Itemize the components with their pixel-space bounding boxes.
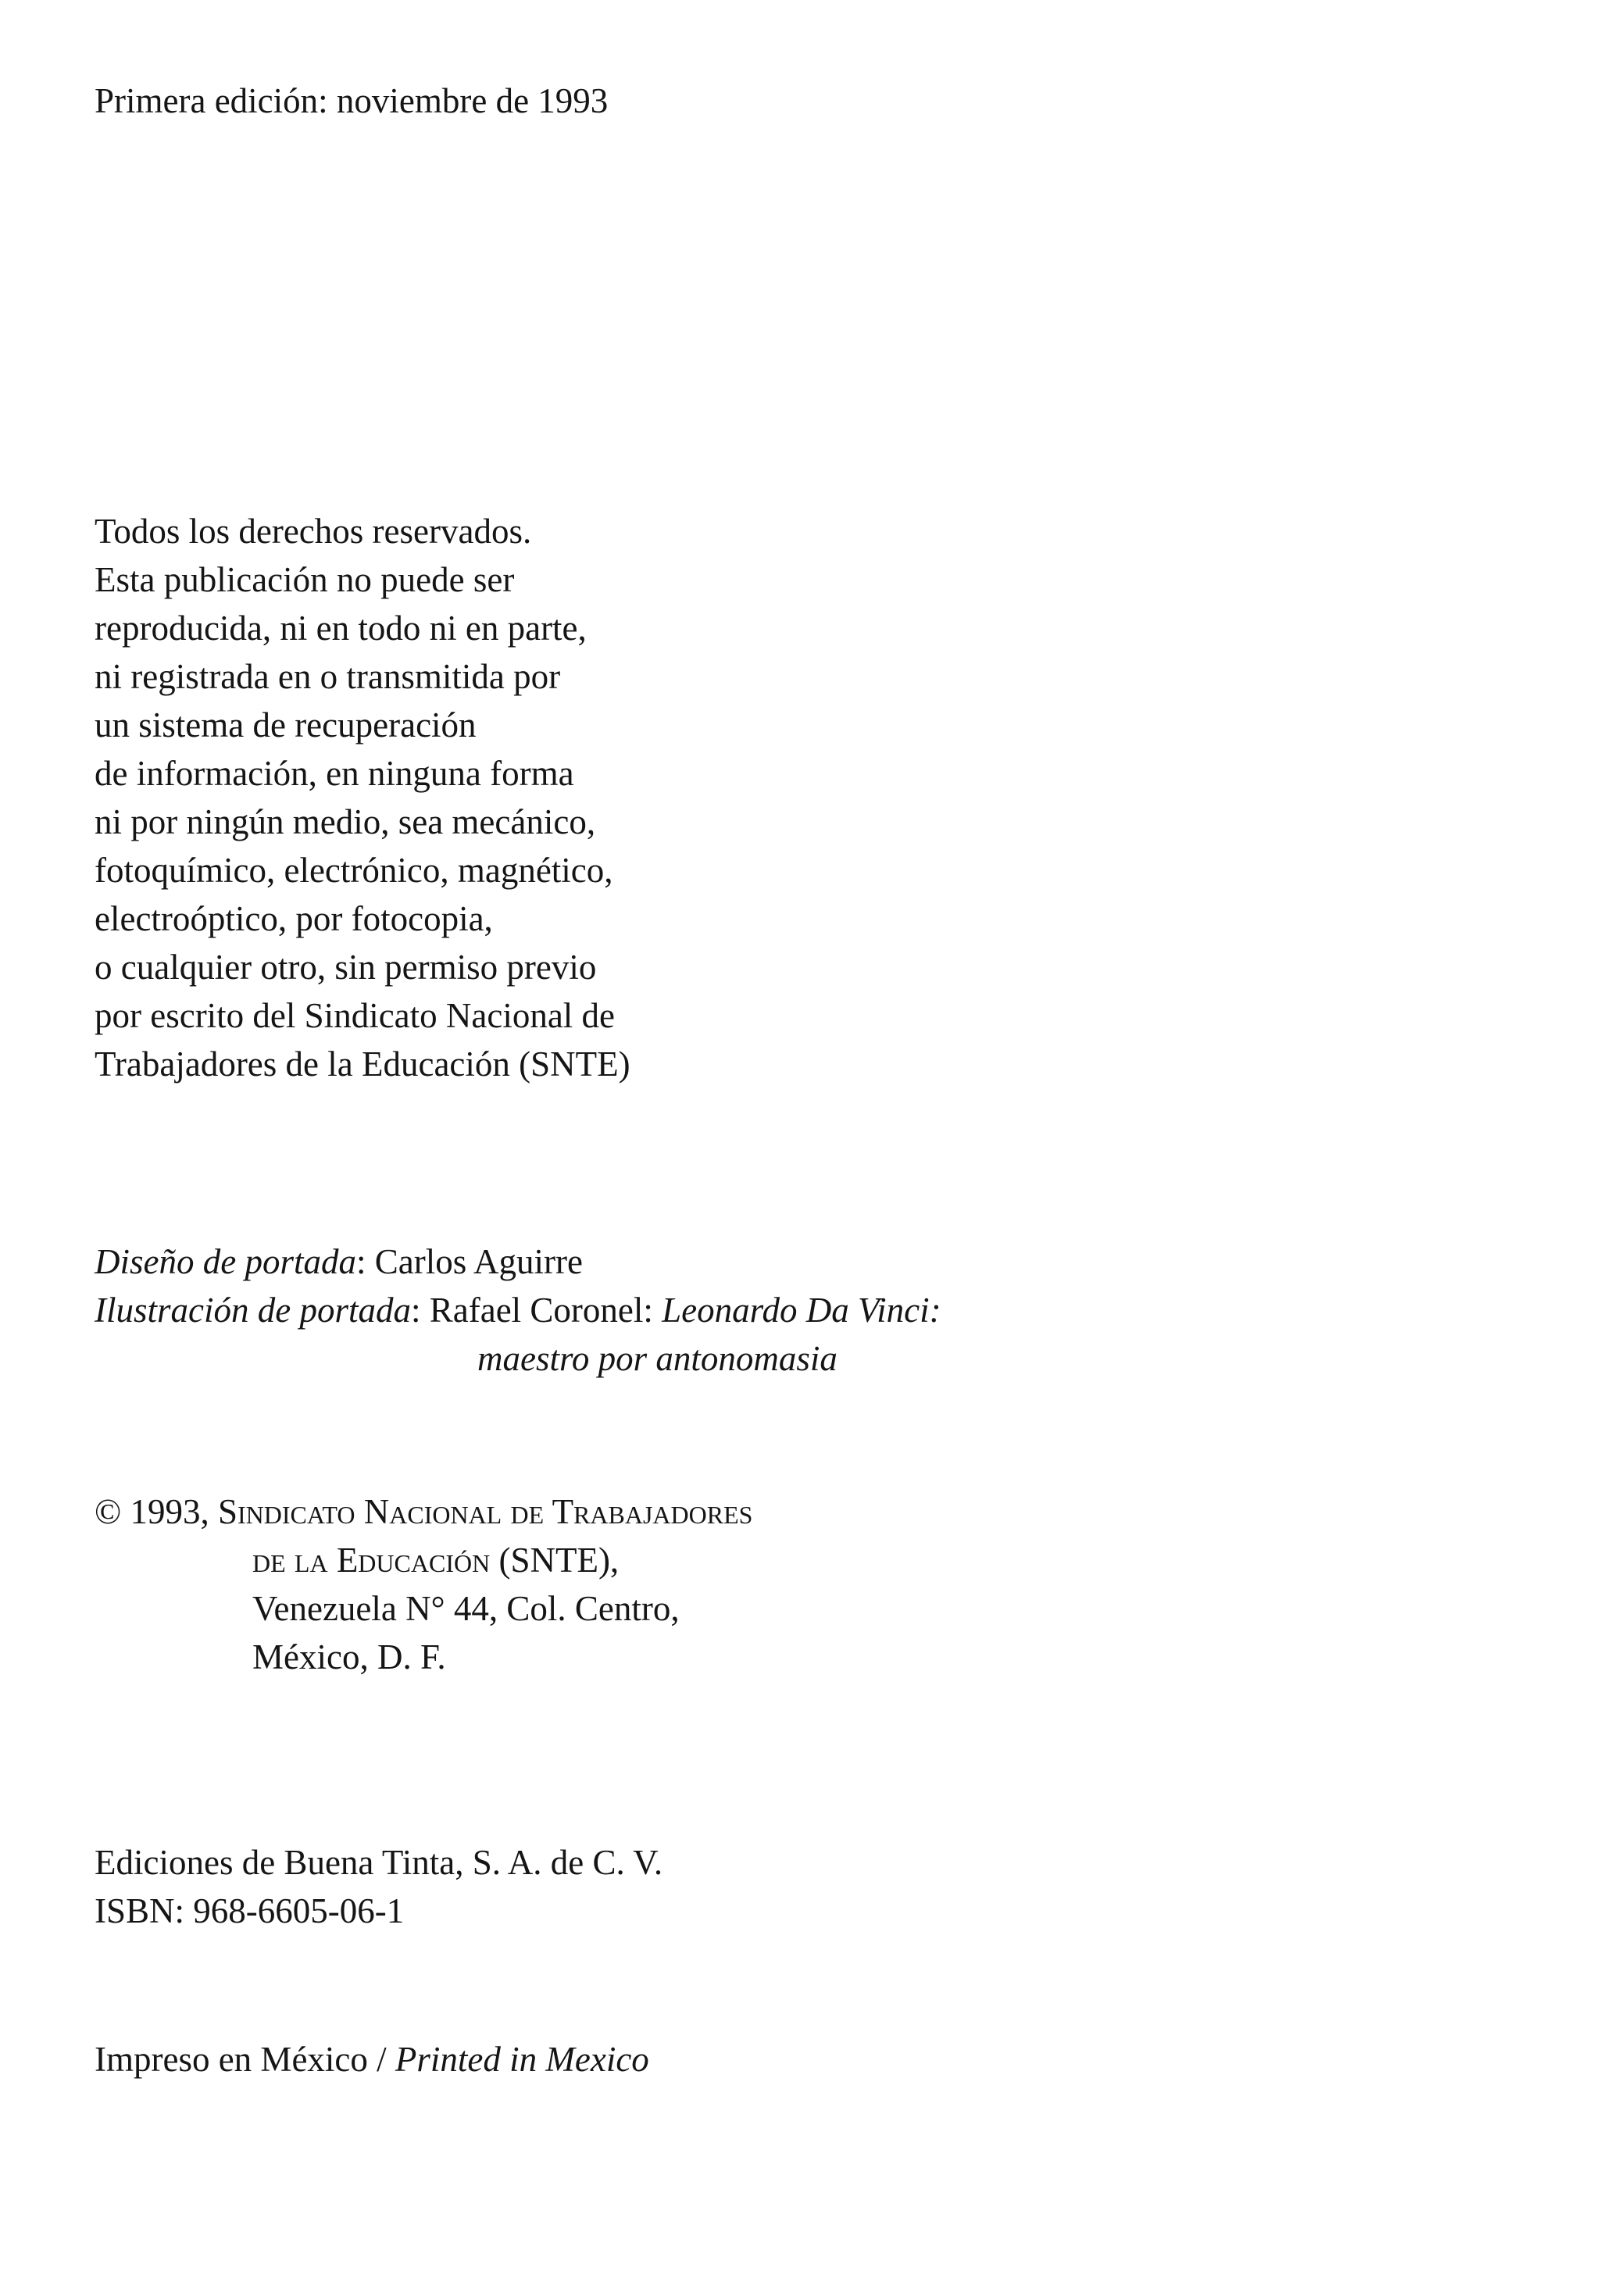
copyright-holder: Sindicato Nacional de Trabajadores	[217, 1492, 753, 1531]
rights-line: Todos los derechos reservados.	[95, 512, 532, 551]
cover-credits	[95, 1237, 941, 1383]
cover-illustration-artist: Rafael Coronel:	[429, 1291, 662, 1330]
publisher-name: Ediciones de Buena Tinta, S. A. de C. V.	[95, 1843, 663, 1882]
cover-design-name: Carlos Aguirre	[374, 1242, 583, 1281]
printed-in-notice	[95, 2035, 649, 2084]
edition-notice	[95, 77, 608, 125]
rights-line: Esta publicación no puede ser	[95, 560, 515, 599]
rights-line: por escrito del Sindicato Nacional de	[95, 996, 616, 1035]
copyright-holder-continued: de la Educación	[252, 1541, 491, 1580]
rights-line: ni registrada en o transmitida por	[95, 657, 561, 696]
cover-illustration-title: Leonardo Da Vinci:	[662, 1291, 941, 1330]
rights-line: ni por ningún medio, sea mecánico,	[95, 802, 596, 841]
cover-design-separator: :	[355, 1242, 375, 1281]
edition-text: Primera edición: noviembre de 1993	[95, 81, 609, 120]
copyright-holder-line	[95, 1536, 752, 1584]
copyright-holder-acronym: (SNTE),	[490, 1541, 620, 1580]
rights-line: electroóptico, por fotocopia,	[95, 899, 493, 938]
cover-illustration-label: Ilustración de portada	[95, 1291, 411, 1330]
rights-line: reproducida, ni en todo ni en parte,	[95, 609, 587, 648]
copyright-symbol-year: © 1993,	[95, 1492, 218, 1531]
copyright-address: Venezuela N° 44, Col. Centro,	[252, 1589, 680, 1628]
rights-line: un sistema de recuperación	[95, 705, 477, 745]
rights-reserved-notice	[95, 507, 630, 1088]
rights-line: Trabajadores de la Educación (SNTE)	[95, 1044, 630, 1084]
cover-illustration-credit	[95, 1286, 941, 1334]
rights-line: fotoquímico, electrónico, magnético,	[95, 851, 613, 890]
copyright-city: México, D. F.	[252, 1637, 446, 1676]
copyright-notice	[95, 1487, 752, 1681]
cover-design-credit	[95, 1237, 941, 1286]
cover-design-label: Diseño de portada	[95, 1242, 356, 1281]
isbn: ISBN: 968-6605-06-1	[95, 1891, 405, 1930]
rights-line: o cualquier otro, sin permiso previo	[95, 948, 597, 987]
publisher-info	[95, 1838, 662, 1935]
printed-in-line	[95, 2035, 649, 2084]
rights-line: de información, en ninguna forma	[95, 754, 574, 793]
cover-illustration-title-continued: maestro por antonomasia	[477, 1339, 838, 1378]
printed-in-spanish: Impreso en México /	[95, 2040, 395, 2079]
copyright-holder-line	[95, 1487, 752, 1536]
printed-in-english: Printed in Mexico	[395, 2040, 649, 2079]
cover-illustration-separator: :	[410, 1291, 430, 1330]
